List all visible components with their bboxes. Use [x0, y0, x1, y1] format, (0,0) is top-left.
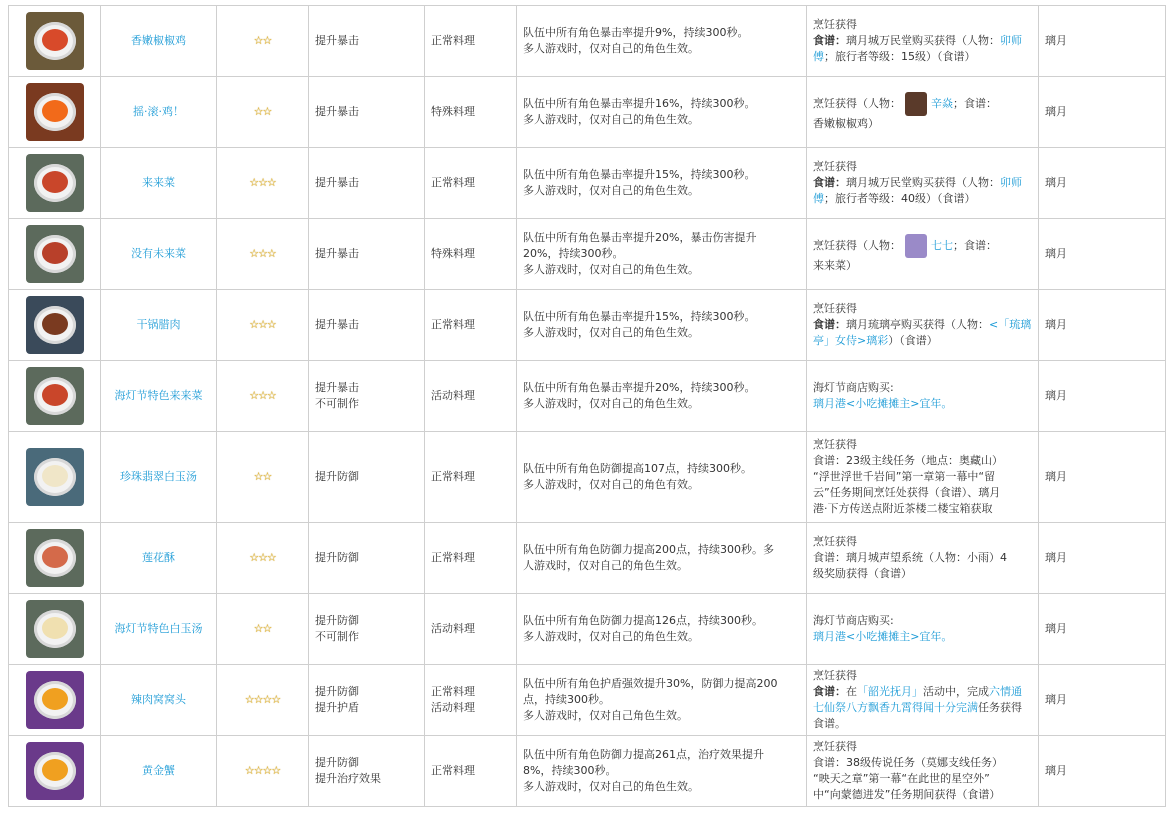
dish-icon	[26, 671, 84, 729]
dish-icon	[26, 448, 84, 506]
dish-icon	[26, 83, 84, 141]
region-cell: 璃月	[1039, 361, 1166, 432]
type-text: 正常料理	[431, 176, 475, 189]
star-icon: ☆☆☆	[249, 551, 276, 564]
source-text	[813, 92, 1032, 116]
dish-name-link[interactable]: 香嫩椒椒鸡	[101, 6, 217, 77]
description-cell	[517, 665, 807, 736]
rarity-stars	[217, 594, 309, 665]
source-text: 来来菜）	[813, 259, 857, 272]
table-row	[9, 523, 1166, 594]
effect-cell	[309, 290, 425, 361]
description-cell	[517, 432, 807, 523]
description-text: 多人游戏时，仅对自己角色生效。	[523, 709, 688, 722]
source-cell	[807, 219, 1039, 290]
source-text: “浮世浮世千岩间”第一章第一幕中“留	[813, 470, 996, 483]
source-cell	[807, 736, 1039, 807]
type-cell	[425, 594, 517, 665]
effect-text: 提升暴击	[315, 176, 359, 189]
dish-icon	[26, 296, 84, 354]
effect-cell	[309, 432, 425, 523]
type-text: 正常料理	[431, 318, 475, 331]
effect-cell	[309, 6, 425, 77]
dish-icon	[26, 225, 84, 283]
source-cell	[807, 290, 1039, 361]
source-cell	[807, 77, 1039, 148]
region-cell: 璃月	[1039, 77, 1166, 148]
table-row	[9, 290, 1166, 361]
source-cell	[807, 6, 1039, 77]
type-cell	[425, 148, 517, 219]
effect-cell	[309, 77, 425, 148]
star-icon: ☆☆☆☆	[244, 764, 281, 777]
source-text: 海灯节商店购买:	[813, 614, 894, 627]
dish-image-cell	[9, 523, 101, 594]
description-text: 多人游戏时，仅对自己的角色有效。	[523, 478, 699, 491]
effect-cell	[309, 219, 425, 290]
description-text: 队伍中所有角色暴击率提升16%，持续300秒。	[523, 97, 756, 110]
dish-image-cell	[9, 148, 101, 219]
description-text: 队伍中所有角色暴击率提升15%，持续300秒。	[523, 168, 756, 181]
effect-cell	[309, 361, 425, 432]
type-text: 特殊料理	[431, 247, 475, 260]
effect-text: 提升暴击	[315, 247, 359, 260]
rarity-stars	[217, 290, 309, 361]
dish-icon	[26, 154, 84, 212]
effect-cell	[309, 665, 425, 736]
star-icon: ☆☆☆	[249, 318, 276, 331]
type-text: 特殊料理	[431, 105, 475, 118]
description-cell	[517, 148, 807, 219]
type-cell	[425, 432, 517, 523]
source-text: “映天之章”第一幕“在此世的星空外”	[813, 772, 990, 785]
source-text: 烹饪获得	[813, 535, 857, 548]
npc-link[interactable]: 卯师傅	[813, 34, 1022, 63]
rarity-stars	[217, 432, 309, 523]
character-avatar	[905, 92, 927, 116]
event-link[interactable]: 「韶光抚月」	[857, 685, 923, 698]
source-suffix: ；食谱：	[953, 97, 997, 110]
dish-image-cell	[9, 736, 101, 807]
source-text: 中“向蒙德进发”任务期间获得（食谱）	[813, 788, 1001, 801]
dish-name-link[interactable]: 海灯节特色来来菜	[101, 361, 217, 432]
source-suffix: ；食谱：	[953, 239, 997, 252]
effect-text: 提升防御	[315, 551, 359, 564]
dish-image-cell	[9, 6, 101, 77]
rarity-stars	[217, 736, 309, 807]
region-cell: 璃月	[1039, 736, 1166, 807]
effect-text: 提升防御	[315, 685, 359, 698]
source-cell	[807, 148, 1039, 219]
character-link[interactable]: 辛焱	[931, 97, 953, 110]
description-cell	[517, 523, 807, 594]
type-cell	[425, 219, 517, 290]
star-icon: ☆☆☆☆	[244, 693, 281, 706]
type-cell	[425, 523, 517, 594]
dish-image-cell	[9, 77, 101, 148]
source-text: 烹饪获得	[813, 438, 857, 451]
dish-name-link[interactable]: 摇·滚·鸡！	[101, 77, 217, 148]
description-text: 多人游戏时，仅对自己的角色生效。	[523, 630, 699, 643]
rarity-stars	[217, 523, 309, 594]
source-text: 烹饪获得	[813, 669, 857, 682]
star-icon: ☆☆☆	[249, 389, 276, 402]
source-text	[813, 234, 1032, 258]
source-text: 食谱：23级主线任务（地点：奥藏山）	[813, 454, 1003, 467]
star-icon: ☆☆	[253, 470, 272, 483]
character-avatar	[905, 234, 927, 258]
type-text: 正常料理	[431, 470, 475, 483]
character-link[interactable]: 七七	[931, 239, 953, 252]
source-text: 烹饪获得	[813, 740, 857, 753]
effect-cell	[309, 148, 425, 219]
quest-link[interactable]: 六情通七仙祭八方飘香九霄得闻十分完满	[813, 685, 1022, 714]
rarity-stars	[217, 6, 309, 77]
description-text: 队伍中所有角色防御力提高126点，持续300秒。	[523, 614, 763, 627]
region-cell: 璃月	[1039, 594, 1166, 665]
dish-image-cell	[9, 594, 101, 665]
dish-image-cell	[9, 665, 101, 736]
region-cell: 璃月	[1039, 665, 1166, 736]
source-cell	[807, 594, 1039, 665]
source-text: 烹饪获得	[813, 160, 857, 173]
description-text: 队伍中所有角色暴击率提升15%，持续300秒。	[523, 310, 756, 323]
dish-icon	[26, 367, 84, 425]
star-icon: ☆☆	[253, 34, 272, 47]
dish-image-cell	[9, 219, 101, 290]
type-text: 正常料理	[431, 685, 475, 698]
type-cell	[425, 290, 517, 361]
description-text: 队伍中所有角色防御提高107点，持续300秒。	[523, 462, 752, 475]
source-text: 香嫩椒椒鸡）	[813, 117, 879, 130]
description-text: 队伍中所有角色暴击率提升20%，暴击伤害提升	[523, 231, 757, 244]
description-text: 多人游戏时，仅对自己的角色生效。	[523, 184, 699, 197]
table-row	[9, 148, 1166, 219]
description-text: 多人游戏时，仅对自己的角色生效。	[523, 780, 699, 793]
rarity-stars	[217, 361, 309, 432]
type-text: 活动料理	[431, 389, 475, 402]
dish-name-link[interactable]: 黄金蟹	[101, 736, 217, 807]
effect-text: 提升暴击	[315, 381, 359, 394]
source-text: 级奖励获得（食谱）	[813, 567, 912, 580]
description-text: 多人游戏时，仅对自己的角色生效。	[523, 397, 699, 410]
description-text: 20%，持续300秒。	[523, 247, 624, 260]
dish-icon	[26, 12, 84, 70]
source-text: 港·下方传送点附近茶楼二楼宝箱获取	[813, 502, 993, 515]
region-cell: 璃月	[1039, 290, 1166, 361]
source-cell	[807, 665, 1039, 736]
description-text: 多人游戏时，仅对自己的角色生效。	[523, 42, 699, 55]
description-cell	[517, 290, 807, 361]
description-text: 队伍中所有角色暴击率提升9%，持续300秒。	[523, 26, 749, 39]
source-prefix: 烹饪获得（人物：	[813, 97, 901, 110]
effect-cell	[309, 523, 425, 594]
effect-text: 提升暴击	[315, 318, 359, 331]
effect-text: 提升暴击	[315, 105, 359, 118]
source-text: 食谱：璃月琉璃亭购买获得（人物：<「琉璃亭」女侍>璃彩）（食谱）	[813, 318, 1032, 347]
dish-name-link[interactable]: 珍珠翡翠白玉汤	[101, 432, 217, 523]
type-cell	[425, 736, 517, 807]
region-cell: 璃月	[1039, 148, 1166, 219]
effect-text: 提升防御	[315, 470, 359, 483]
npc-link[interactable]: 卯师傅	[813, 176, 1022, 205]
effect-text: 提升暴击	[315, 34, 359, 47]
dish-name-link[interactable]: 海灯节特色白玉汤	[101, 594, 217, 665]
description-cell	[517, 219, 807, 290]
description-text: 队伍中所有角色护盾强效提升30%，防御力提高200	[523, 677, 778, 690]
star-icon: ☆☆	[253, 105, 272, 118]
table-row	[9, 665, 1166, 736]
table-row	[9, 77, 1166, 148]
type-text: 正常料理	[431, 34, 475, 47]
dish-icon	[26, 529, 84, 587]
table-row	[9, 432, 1166, 523]
table-row	[9, 594, 1166, 665]
vendor-link[interactable]: 璃月港<小吃摊摊主>宜年。	[813, 397, 953, 410]
effect-cell	[309, 594, 425, 665]
region-cell: 璃月	[1039, 6, 1166, 77]
dish-icon	[26, 600, 84, 658]
npc-link[interactable]: <「琉璃亭」女侍>璃彩	[813, 318, 1032, 347]
star-icon: ☆☆☆	[249, 176, 276, 189]
effect-text: 提升护盾	[315, 701, 359, 714]
dish-image-cell	[9, 432, 101, 523]
effect-cell	[309, 736, 425, 807]
description-cell	[517, 594, 807, 665]
type-text: 活动料理	[431, 701, 475, 714]
star-icon: ☆☆☆	[249, 247, 276, 260]
source-text: 海灯节商店购买:	[813, 381, 894, 394]
description-text: 队伍中所有角色防御力提高200点，持续300秒。多	[523, 543, 774, 556]
dish-image-cell	[9, 361, 101, 432]
region-cell: 璃月	[1039, 219, 1166, 290]
type-cell	[425, 665, 517, 736]
source-text: 食谱：璃月城万民堂购买获得（人物：卯师傅；旅行者等级：15级）（食谱）	[813, 34, 1022, 63]
rarity-stars	[217, 219, 309, 290]
dish-name-link[interactable]: 没有未来菜	[101, 219, 217, 290]
source-cell	[807, 523, 1039, 594]
description-text: 人游戏时，仅对自己的角色生效。	[523, 559, 688, 572]
dish-name-link[interactable]: 莲花酥	[101, 523, 217, 594]
dish-name-link[interactable]: 干锅腊肉	[101, 290, 217, 361]
description-cell	[517, 77, 807, 148]
source-text: 烹饪获得	[813, 302, 857, 315]
source-cell	[807, 361, 1039, 432]
type-cell	[425, 6, 517, 77]
source-text: 食谱：璃月城万民堂购买获得（人物：卯师傅；旅行者等级：40级）（食谱）	[813, 176, 1022, 205]
rarity-stars	[217, 665, 309, 736]
source-text: 云”任务期间烹饪处获得（食谱）、璃月	[813, 486, 1001, 499]
rarity-stars	[217, 148, 309, 219]
type-text: 正常料理	[431, 764, 475, 777]
source-text: 食谱：在「韶光抚月」活动中，完成六情通七仙祭八方飘香九霄得闻十分完满任务获得食谱。	[813, 685, 1022, 730]
table-row	[9, 361, 1166, 432]
dish-name-link[interactable]: 辣肉窝窝头	[101, 665, 217, 736]
type-cell	[425, 77, 517, 148]
description-text: 点，持续300秒。	[523, 693, 610, 706]
source-text: 食谱：璃月城声望系统（人物：小雨）4	[813, 551, 1007, 564]
dish-name-link[interactable]: 来来菜	[101, 148, 217, 219]
region-cell: 璃月	[1039, 523, 1166, 594]
type-text: 活动料理	[431, 622, 475, 635]
description-text: 队伍中所有角色暴击率提升20%，持续300秒。	[523, 381, 756, 394]
description-text: 队伍中所有角色防御力提高261点，治疗效果提升	[523, 748, 764, 761]
table-row	[9, 6, 1166, 77]
recipe-table	[8, 5, 1166, 807]
type-text: 正常料理	[431, 551, 475, 564]
table-row	[9, 219, 1166, 290]
rarity-stars	[217, 77, 309, 148]
effect-text: 不可制作	[315, 630, 359, 643]
description-text: 多人游戏时，仅对自己的角色生效。	[523, 263, 699, 276]
description-cell	[517, 361, 807, 432]
star-icon: ☆☆	[253, 622, 272, 635]
effect-text: 不可制作	[315, 397, 359, 410]
source-cell	[807, 432, 1039, 523]
source-text: 烹饪获得	[813, 18, 857, 31]
dish-image-cell	[9, 290, 101, 361]
description-cell	[517, 736, 807, 807]
region-cell: 璃月	[1039, 432, 1166, 523]
table-row	[9, 736, 1166, 807]
effect-text: 提升防御	[315, 756, 359, 769]
type-cell	[425, 361, 517, 432]
effect-text: 提升治疗效果	[315, 772, 381, 785]
effect-text: 提升防御	[315, 614, 359, 627]
description-text: 8%，持续300秒。	[523, 764, 617, 777]
description-text: 多人游戏时，仅对自己的角色生效。	[523, 326, 699, 339]
description-text: 多人游戏时，仅对自己的角色生效。	[523, 113, 699, 126]
source-prefix: 烹饪获得（人物：	[813, 239, 901, 252]
vendor-link[interactable]: 璃月港<小吃摊摊主>宜年。	[813, 630, 953, 643]
source-text: 食谱：38级传说任务（莫娜支线任务）	[813, 756, 1003, 769]
dish-icon	[26, 742, 84, 800]
description-cell	[517, 6, 807, 77]
